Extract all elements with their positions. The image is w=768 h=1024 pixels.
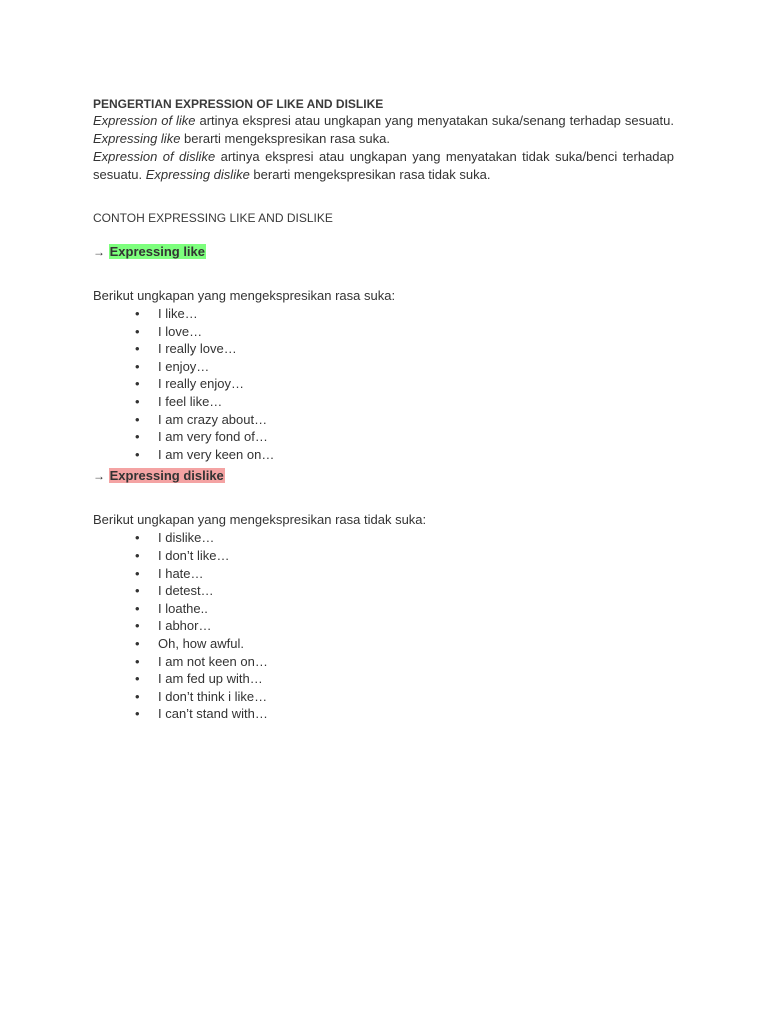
list-item (135, 358, 674, 376)
bullet-icon: • (135, 341, 140, 357)
list-item-text: I am very fond of… (158, 429, 268, 445)
list-item-text: I loathe.. (158, 600, 208, 616)
list-item-text: I like… (158, 306, 198, 321)
bullet-icon: • (135, 530, 140, 546)
list-item-text: I abhor… (158, 618, 212, 634)
like-list (93, 305, 674, 463)
list-item (135, 617, 674, 635)
list-item (135, 582, 674, 600)
bullet-icon: • (135, 547, 140, 563)
list-item-text: I hate… (158, 565, 204, 581)
list-item (135, 547, 674, 565)
list-item-text: I am fed up with… (158, 671, 263, 687)
list-item-text: I detest… (158, 583, 214, 599)
list-item (135, 305, 674, 323)
bullet-icon: • (135, 306, 140, 321)
heading-expressing-like (93, 243, 674, 261)
definition-dislike-text: artinya ekspresi atau ungkapan yang menyatakan tidak suka/benci terhadap sesuatu. (93, 149, 674, 182)
bullet-icon: • (135, 411, 140, 427)
dislike-list (93, 529, 674, 723)
bullet-icon: • (135, 583, 140, 599)
heading-expressing-dislike (93, 467, 674, 485)
list-item (135, 340, 674, 358)
list-item (135, 600, 674, 618)
list-item-text: I feel like… (158, 393, 223, 409)
list-item-text: I don’t think i like… (158, 688, 268, 704)
list-item-text: I am crazy about… (158, 411, 268, 427)
list-item-text: I really love… (158, 341, 237, 357)
bullet-icon: • (135, 688, 140, 704)
list-item (135, 705, 674, 723)
list-item-text: I love… (158, 323, 203, 339)
term-expressing-dislike: Expressing dislike (145, 167, 250, 182)
list-item (135, 635, 674, 653)
definition-dislike-text-2: berarti mengekspresikan rasa tidak suka. (249, 167, 491, 182)
list-item-text: I enjoy… (158, 358, 210, 374)
bullet-icon: • (135, 323, 140, 339)
bullet-icon: • (135, 429, 140, 445)
term-expression-of-dislike: Expression of dislike (93, 149, 216, 164)
list-item-text: I am not keen on… (158, 653, 268, 669)
list-item (135, 446, 674, 464)
list-item (135, 375, 674, 393)
list-item (135, 428, 674, 446)
list-item (135, 529, 674, 547)
bullet-icon: • (135, 446, 140, 462)
list-item (135, 323, 674, 341)
bullet-icon: • (135, 358, 140, 374)
list-item-text: I really enjoy… (158, 376, 244, 392)
definition-like-text-2: berarti mengekspresikan rasa suka. (180, 131, 390, 146)
definition-like-text: artinya ekspresi atau ungkapan yang menyatakan suka/senang terhadap sesuatu. (195, 113, 674, 128)
bullet-icon: • (135, 653, 140, 669)
bullet-icon: • (135, 635, 140, 651)
dislike-heading-label: Expressing dislike (109, 468, 224, 484)
bullet-icon: • (135, 671, 140, 687)
list-item-text: I am very keen on… (158, 446, 275, 462)
list-item (135, 670, 674, 688)
list-item-text: I dislike… (158, 530, 215, 546)
bullet-icon: • (135, 393, 140, 409)
dislike-intro: Berikut ungkapan yang mengekspresikan rasa tidak suka: (93, 512, 427, 528)
section-subtitle: CONTOH EXPRESSING LIKE AND DISLIKE (93, 211, 333, 225)
bullet-icon: • (135, 600, 140, 616)
list-item (135, 393, 674, 411)
bullet-icon: • (135, 376, 140, 392)
list-item-text: Oh, how awful. (158, 635, 244, 651)
definition-dislike (93, 148, 674, 184)
document-page (93, 96, 674, 723)
arrow-right-icon: → (93, 245, 105, 259)
page-title: PENGERTIAN EXPRESSION OF LIKE AND DISLIKE (93, 97, 384, 111)
list-item (135, 688, 674, 706)
like-intro: Berikut ungkapan yang mengekspresikan rasa suka: (93, 288, 396, 303)
term-expressing-like: Expressing like (93, 131, 181, 146)
like-heading-label: Expressing like (109, 244, 206, 259)
term-expression-of-like: Expression of like (93, 113, 196, 128)
list-item (135, 565, 674, 583)
definition-like (93, 112, 674, 148)
bullet-icon: • (135, 565, 140, 581)
arrow-right-icon: → (93, 469, 105, 484)
list-item (135, 653, 674, 671)
list-item-text: I can’t stand with… (158, 706, 268, 722)
bullet-icon: • (135, 706, 140, 722)
list-item (135, 411, 674, 429)
bullet-icon: • (135, 618, 140, 634)
list-item-text: I don’t like… (158, 547, 230, 563)
